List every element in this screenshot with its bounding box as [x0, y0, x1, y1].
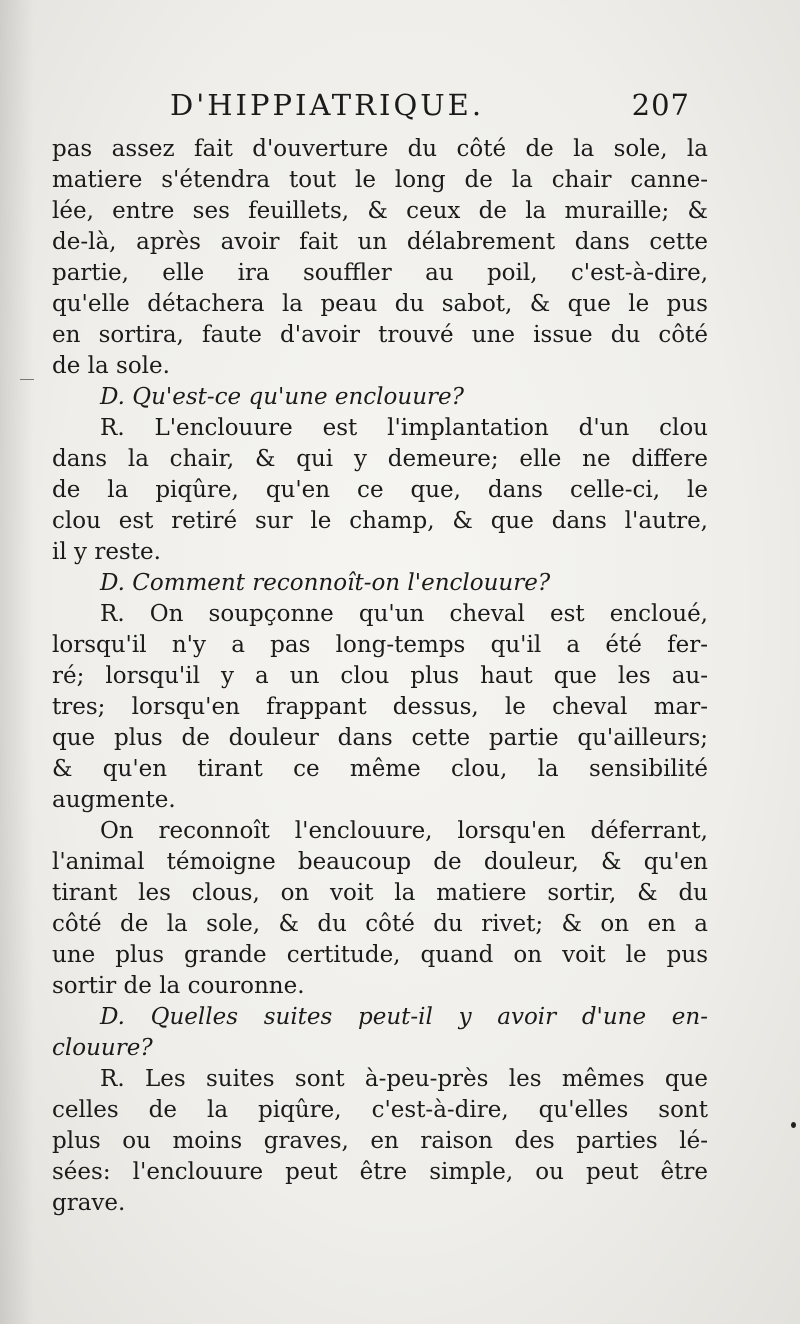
text-line: de la sole.: [52, 353, 170, 379]
text-line: tres; lorsqu'en frappant dessus, le cheval mar-: [52, 694, 708, 720]
ink-speck: [791, 1122, 796, 1128]
page-gutter-shadow: [0, 0, 34, 1324]
answer-line: R. L'enclouure est l'implantation d'un clou: [100, 415, 708, 441]
text-line: clou est retiré sur le champ, & que dans l'autre,: [52, 508, 708, 534]
text-line: de-là, après avoir fait un délabrement dans cette: [52, 229, 708, 255]
running-title: D'HIPPIATRIQUE.: [170, 88, 485, 122]
text-line: lée, entre ses feuillets, & ceux de la muraille; &: [52, 198, 708, 224]
margin-mark: [20, 379, 34, 380]
text-line: côté de la sole, & du côté du rivet; & on en a: [52, 911, 708, 937]
text-line: celles de la piqûre, c'est-à-dire, qu'elles sont: [52, 1097, 708, 1123]
text-line: en sortira, faute d'avoir trouvé une issue du côté: [52, 322, 708, 348]
answer-line: R. On soupçonne qu'un cheval est encloué,: [100, 601, 708, 627]
question-line: D. Quelles suites peut-il y avoir d'une en-: [100, 1004, 708, 1030]
text-line: une plus grande certitude, quand on voit le pus: [52, 942, 708, 968]
text-line: pas assez fait d'ouverture du côté de la sole, la: [52, 136, 708, 162]
answer-line: R. Les suites sont à-peu-près les mêmes que: [100, 1066, 708, 1092]
text-line: & qu'en tirant ce même clou, la sensibilité: [52, 756, 708, 782]
text-line: tirant les clous, on voit la matiere sortir, & du: [52, 880, 708, 906]
paragraph-line: On reconnoît l'enclouure, lorsqu'en déferrant,: [100, 818, 708, 844]
body-text: [52, 134, 708, 1219]
text-line: de la piqûre, qu'en ce que, dans celle-ci, le: [52, 477, 708, 503]
text-line: matiere s'étendra tout le long de la chair canne-: [52, 167, 708, 193]
text-line: qu'elle détachera la peau du sabot, & que le pus: [52, 291, 708, 317]
text-line: plus ou moins graves, en raison des parties lé-: [52, 1128, 708, 1154]
text-line: il y reste.: [52, 539, 161, 565]
question-line: D. Qu'est-ce qu'une enclouure?: [100, 384, 464, 410]
text-line: sées: l'enclouure peut être simple, ou peut être: [52, 1159, 708, 1185]
text-line: grave.: [52, 1190, 126, 1216]
question-line: D. Comment reconnoît-on l'enclouure?: [100, 570, 551, 596]
text-line: ré; lorsqu'il y a un clou plus haut que les au-: [52, 663, 708, 689]
page-header: [170, 88, 690, 128]
text-line: dans la chair, & qui y demeure; elle ne differe: [52, 446, 708, 472]
text-line: que plus de douleur dans cette partie qu'ailleurs;: [52, 725, 708, 751]
text-line: l'animal témoigne beaucoup de douleur, & qu'en: [52, 849, 708, 875]
text-line: sortir de la couronne.: [52, 973, 305, 999]
text-line: augmente.: [52, 787, 176, 813]
text-line: partie, elle ira souffler au poil, c'est-à-dire,: [52, 260, 708, 286]
page-number: 207: [631, 88, 690, 122]
text-line: lorsqu'il n'y a pas long-temps qu'il a été fer-: [52, 632, 708, 658]
question-line: clouure?: [52, 1035, 153, 1061]
